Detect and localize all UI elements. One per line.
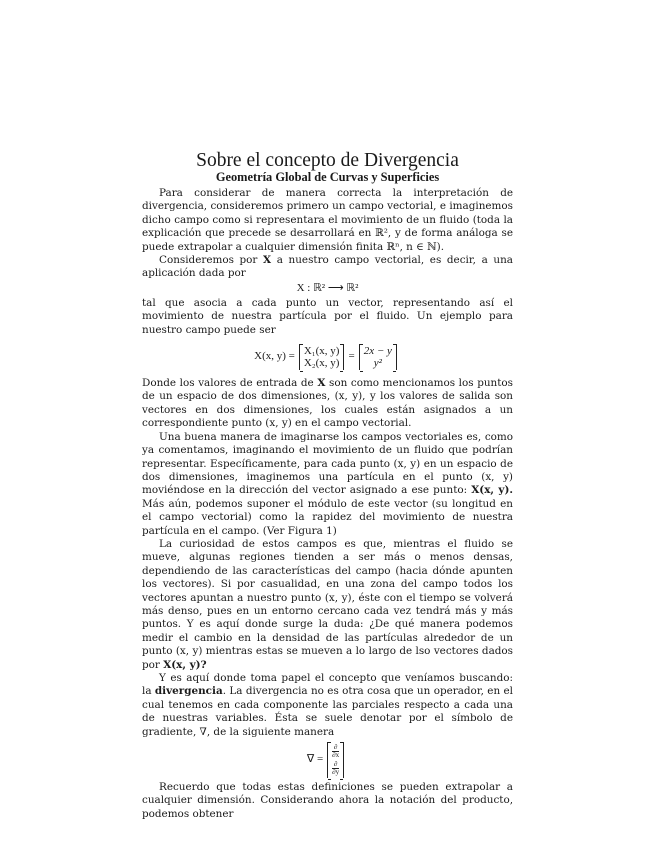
matrix-value-2: y² <box>373 357 382 370</box>
equation-map: X : ℝ² ⟶ ℝ² <box>296 282 359 295</box>
paragraph-5: Una buena manera de imaginarse los campos vectoriales es, como ya comentamos, imaginando el movimiento de un fluido que podrían representar. Específicamente, para cada punto (x, y) en un espacio de dos dimensiones, imaginemos una partícula en el punto (x, y) moviéndose en la dirección del vector asignado a ese punto: X(x, y). Más aún, podemos suponer el módulo de este vector (su longitud en el campo vectorial) como la rapidez del movimiento de nuestra partícula en el campo. (Ver Figura 1) <box>142 430 513 537</box>
paragraph-2: Consideremos por X a nuestro campo vectorial, es decir, a una aplicación dada por <box>142 254 513 280</box>
partial-x: $\frac{\partial}{\partial x}$ <box>332 743 340 760</box>
paragraph-7: Y es aquí donde toma papel el concepto que veníamos buscando: la divergencia. La divergencia no es otra cosa que un operador, en el cual tenemos en cada componente las parciales respecto a cada una de nuestras variables. Ésta se suele denotar por el símbolo de gradiente, ∇, de la siguiente manera <box>142 672 513 738</box>
paper-title: Sobre el concepto de Divergencia <box>196 150 459 171</box>
nabla-matrix <box>327 742 344 778</box>
equation-nabla <box>142 739 513 781</box>
matrix-value-1: 2x − y <box>363 345 392 358</box>
eq2-lhs: X(x, y) = <box>254 350 295 363</box>
equation-field-example <box>142 337 513 377</box>
paragraph-1: Para considerar de manera correcta la interpretación de divergencia, consideremos primero un campo vectorial, e imaginemos dicho campo como si representara el movimiento de un fluido (toda la explicación que precede se desarrollará en ℝ², y de forma análoga se puede extrapolar a cualquier dimensión finita ℝⁿ, n ∈ ℕ). <box>142 187 513 253</box>
paragraph-3: tal que asocia a cada punto un vector, representando así el movimiento de nuestra partícula por el fluido. Un ejemplo para nuestro campo puede ser <box>142 296 513 336</box>
paragraph-6: La curiosidad de estos campos es que, mientras el fluido se mueve, algunas regiones tienden a ser más o menos densas, dependiendo de las características del campo (hacia dónde apunten los vectores). Si por casualidad, en una zona del campo todos los vectores apuntan a nuestro punto (x, y), éste con el tiempo se volverá más denso, pues en un entorno cercano cada vez tendrá más y más puntos. Y es aquí donde surge la duda: ¿De qué manera podemos medir el cambio en la densidad de las partículas alrededor de un punto (x, y) mientras estas se mueven a lo largo de lso vectores dados por X(x, y)? <box>142 537 513 671</box>
matrix-component-2: X₂(x, y) <box>303 357 340 370</box>
partial-y: $\frac{\partial}{\partial y}$ <box>332 760 340 777</box>
matrix-values <box>359 344 397 370</box>
body-text <box>142 187 513 821</box>
paper-subtitle: Geometría Global de Curvas y Superficies <box>215 170 440 184</box>
matrix-component-1: X₁(x, y) <box>303 345 340 358</box>
paragraph-4: Donde los valores de entrada de X son como mencionamos los puntos de un espacio de dos dimensiones, (x, y), y los valores de salida son vectores en dos dimensiones, los cuales están asignados a un correspondiente punto (x, y) en el campo vectorial. <box>142 377 513 430</box>
paragraph-8: Recuerdo que todas estas definiciones se pueden extrapolar a cualquier dimensión. Considerando ahora la notación del producto, podemos obtener <box>142 781 513 820</box>
matrix-components <box>299 344 345 370</box>
eq3-lhs: ∇ = <box>306 753 324 766</box>
eq2-equals: = <box>348 350 355 363</box>
